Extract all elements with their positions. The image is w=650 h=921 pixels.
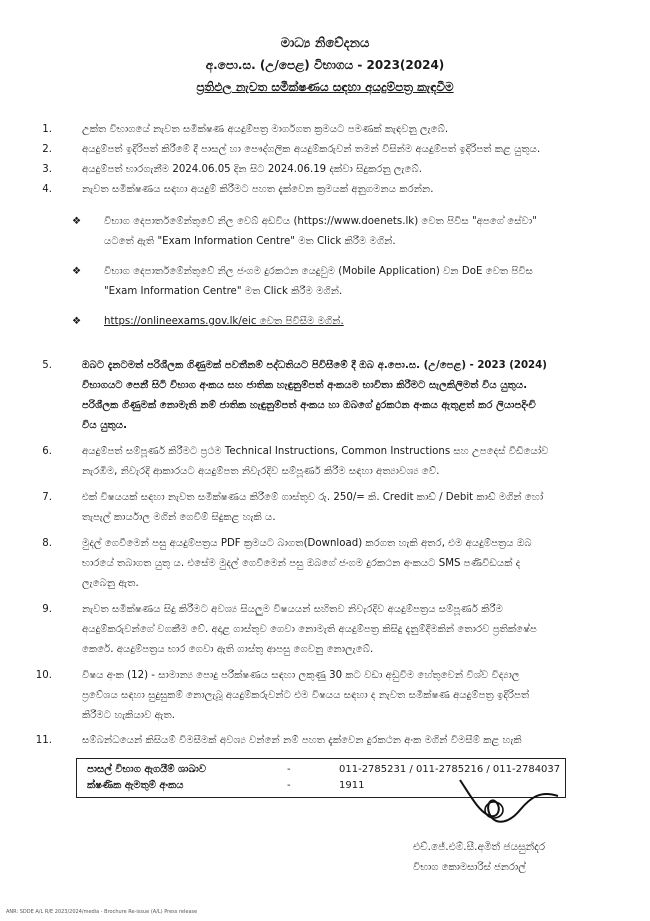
item-line: කිරීමට හැකියාව ඇත.: [82, 710, 176, 721]
item-line: තැපැල් කාර්යාල මගින් ගෙවීම් සිදුකළ හැකි ය.: [82, 512, 276, 523]
bullet-line: "Exam Information Centre" මත Click කිරීම මගින්.: [104, 286, 343, 297]
item-line: භාරයේ තබාගත යුතු ය. එසේම මුදල් ගෙවීමෙන් පසු ඔබගේ ජංගම දුරකථන අංකයට SMS පණිවිඩයක් ද: [82, 558, 521, 569]
bullet-line: විභාග දෙපාර්තමේන්තුවේ නිල ජංගම දුරකථන යෙදුවුම (Mobile Application) වන DoE වෙත පිවිස: [104, 266, 533, 277]
item-line: නැරඹීම, නිවැරදි ආකාරයට අයදුම්පත නිවැරදිව සම්පූර්ණ කිරීම සඳහා අත්‍යාවශ්‍ය වේ.: [82, 466, 440, 477]
hotline-number: 1911: [339, 780, 365, 791]
item-line: ලැබෙනු ඇත.: [82, 578, 139, 589]
footer-reference: ANR: SDDE A/L R/E 2023/2024/media - Brochure Re-issue (A/L) Press release: [6, 909, 198, 915]
bullet-line[interactable]: https://onlineexams.gov.lk/eic වෙත පිවිසීම මගින්.: [104, 316, 344, 327]
item-line: අයදුම්කරුවන්ගේ වගකීම වේ. අදාළ ගාස්තුව ගෙවා නොමැති අයදුම්පත්‍ර කිසිදු දැනුම්දීමකින් තොරව ප්‍රතික්ෂේප: [82, 624, 537, 635]
item-line: ප්‍රවේශය සඳහා සුදුසුකම් නොලැබූ අයදුම්කරුවන්ට එම විෂයය සඳහා ද නැවත සමීක්ෂණ අයදුම්පත්‍ර ඉදිරිපත්: [82, 690, 530, 701]
item-line: මුදල් ගෙවීමෙන් පසු අයදුම්පත්‍රය PDF ක්‍රමයට බාගත(Download) කරගත හැකි අතර, එම අයදුම්පත්‍රය ඔබ: [82, 538, 532, 549]
bullet-icon: ❖: [72, 216, 82, 227]
phone-number: 011-2785231 / 011-2785216 / 011-2784037: [339, 764, 561, 775]
document-title: මාධ්‍ය නිවේදනය: [280, 36, 370, 51]
item-line: විෂය අංක (12) - සාමාන්‍ය පොදු පරීක්ෂණය සඳහා ලකුණු 30 කට වඩා අඩුවීම හේතුවෙන් විශ්ව විද්‍යාල: [82, 670, 520, 681]
item-line: විභාගයට පෙනී සිටි විභාග අංකය සහ ජාතික හැඳුනුම්පත් අංකයම භාවිතා කිරීමට සැලකිලිමත් විය යුතුය.: [82, 380, 528, 391]
document-page: මාධ්‍ය නිවේදනය අ.පො.ස. (උ/පෙළ) විභාගය - 2023(2024) ප්‍රතිඵල නැවත සමීක්ෂණය සඳහා අයදුම්පත්‍ර කැඳවීම 1. උක්ත විභාගයේ නැවත සමීක්ෂණ අයදුම්පත්‍ර මාර්ගගත ක්‍රමයට පමණක් කැඳවනු ලැබේ. 2. අයදුම්පත් ඉදිරිපත් කිරීමේ දී පාසල් හා පෞද්ගලික අයදුම්කරුවන් තමන් විසින්ම අයදුම්පත් ඉදිරිපත් කළ යුතුය. 3. අයදුම්පත් භාරගැනීම 2024.06.05 දින සිට 2024.06.19 දක්වා සිදුකරනු ලැබේ. 4. නැවත සමීක්ෂණය සඳහා අයදුම් කිරීමට පහත දැක්වෙන ක්‍රමයක් අනුගමනය කරන්න. ❖ විභාග දෙපාර්තමේන්තුවේ නිල වෙබ් අඩවිය (https://www.doenets.lk) වෙත පිවිස "අපගේ සේවා" යටතේ ඇති "Exam Information Centre" මත Click කිරීම මගින්. ❖ විභාග දෙපාර්තමේන්තුවේ නිල ජංගම දුරකථන යෙදුවුම (Mobile Application) වන DoE වෙත පිවිස "Exam Information Centre" මත Click කිරීම මගින්. ❖ https://onlineexams.gov.lk/eic වෙත පිවිසීම මගින්. 5. ඔබට දැනටමත් පරිශීලක ගිණුමක් පවතීනම් පද්ධතියට පිවිසීමේ දී ඔබ අ.පො.ස. (උ/පෙළ) - 2023 (2024) විභාගයට පෙනී සිටි විභාග අංකය සහ ජාතික හැඳුනුම්පත් අංකයම භාවිතා කිරීමට සැලකිලිමත් විය යුතුය. පරිශීලක ගිණුමක් නොමැති නම් ජාතික හැඳුනුම්පත් අංකය හා ඔබගේ දුරකථන අංකය ඇතුළත් කර ලියාපදිංචි විය යුතුය. 6. අයදුම්පත් සම්පූර්ණ කිරීමට ප්‍රථම Technical Instructions, Common Instructions සහ උපදෙස් වීඩියෝව නැරඹීම, නිවැරදි ආකාරයට අයදුම්පත නිවැරදිව සම්පූර්ණ කිරීම සඳහා අත්‍යාවශ්‍ය වේ. 7. එක් විෂයයක් සඳහා නැවත සමීක්ෂණය කිරීමේ ගාස්තුව රු. 250/= කි. Credit කාඩ් / Debit කාඩ් මගින් හෝ තැපැල් කාර්යාල මගින් ගෙවීම් සිදුකළ හැකි ය. 8. මුදල් ගෙවීමෙන් පසු අයදුම්පත්‍රය PDF ක්‍රමයට බාගත(Download) කරගත හැකි අතර, එම අයදුම්පත්‍රය ඔබ භාරයේ තබාගත යුතු ය. එසේම මුදල් ගෙවීමෙන් පසු ඔබගේ ජංගම දුරකථන අංකයට SMS පණිවිඩයක් ද ලැබෙනු ඇත. 9. නැවත සමීක්ෂණය සිදු කිරීමට අවශ්‍ය සියලුම විෂයයන් සහිතව නිවැරදිව අයදුම්පත්‍රය සම්පූර්ණ කිරීම අයදුම්කරුවන්ගේ වගකීම වේ. අදාළ ගාස්තුව ගෙවා නොමැති අයදුම්පත්‍ර කිසිදු දැනුම්දීමකින් තොරව ප්‍රතික්ෂේප කෙරේ. අයදුම්පත්‍රය භාර ගෙවා ඇති ගාස්තු ආපසු ගෙවනු නොලැබේ. 10. විෂය අංක (12) - සාමාන්‍ය පොදු පරීක්ෂණය සඳහා ලකුණු 30 කට වඩා අඩුවීම හේතුවෙන් විශ්ව විද්‍යාල ප්‍රවේශය සඳහා සුදුසුකම් නොලැබූ අයදුම්කරුවන්ට එම විෂයය සඳහා ද නැවත සමීක්ෂණ අයදුම්පත්‍ර ඉදිරිපත් කිරීමට හැකියාව ඇත. 11. සම්බන්ධයෙන් කිසියම් විමසීමක් අවශ්‍ය වන්නේ නම් පහත දැක්වෙන දුරකථන අංක මගින් විමසීම් කළ හැකි පාසල් විභාග ඇගයීම් ශාඛාව - 011-2785231 / 011-2785216 / 011-2784037 ක්ෂණික ඇමතුම් අංකය - 1911 එච්.ජේ.එම්.සී.අමිත් ජයසුන්දර විභාග කොමසාරිස් ජනරාල් ANR: SDDE A/L R/E 2023/2024/media - Brochure Re-issue (A/L) Press release: [0, 0, 650, 921]
bullet-line: යටතේ ඇති "Exam Information Centre" මත Click කිරීම මගින්.: [104, 236, 396, 247]
signature-image: [440, 760, 580, 830]
item-line: නැවත සමීක්ෂණය සිදු කිරීමට අවශ්‍ය සියලුම විෂයයන් සහිතව නිවැරදිව අයදුම්පත්‍රය සම්පූර්ණ කිරීම: [82, 604, 503, 615]
item-line: විය යුතුය.: [82, 420, 127, 431]
bullet-icon: ❖: [72, 266, 82, 277]
item-line: අයදුම්පත් සම්පූර්ණ කිරීමට ප්‍රථම Technical Instructions, Common Instructions සහ උපදෙස් වීඩියෝව: [82, 446, 549, 457]
item-line: කෙරේ. අයදුම්පත්‍රය භාර ගෙවා ඇති ගාස්තු ආපසු ගෙවනු නොලැබේ.: [82, 644, 374, 655]
item-line: ඔබට දැනටමත් පරිශීලක ගිණුමක් පවතීනම් පද්ධතියට පිවිසීමේ දී ඔබ අ.පො.ස. (උ/පෙළ) - 2023 (2024): [82, 360, 547, 371]
item-line: එක් විෂයයක් සඳහා නැවත සමීක්ෂණය කිරීමේ ගාස්තුව රු. 250/= කි. Credit කාඩ් / Debit කාඩ් මගින් හෝ: [82, 492, 544, 503]
bullet-icon: ❖: [72, 316, 82, 327]
item-line: පරිශීලක ගිණුමක් නොමැති නම් ජාතික හැඳුනුම්පත් අංකය හා ඔබගේ දුරකථන අංකය ඇතුළත් කර ලියාපදිංචි: [82, 400, 536, 411]
exam-title: අ.පො.ස. (උ/පෙළ) විභාගය - 2023(2024): [205, 58, 445, 72]
bullet-line: විභාග දෙපාර්තමේන්තුවේ නිල වෙබ් අඩවිය (https://www.doenets.lk) වෙත පිවිස "අපගේ සේවා": [104, 216, 537, 227]
signatory-name: එච්.ජේ.එම්.සී.අමිත් ජයසුන්දර: [413, 841, 546, 853]
contact-row: ක්ෂණික ඇමතුම් අංකය - 1911: [77, 778, 565, 794]
notice-heading: ප්‍රතිඵල නැවත සමීක්ෂණය සඳහා අයදුම්පත්‍ර කැඳවීම: [196, 80, 454, 94]
contact-row: පාසල් විභාග ඇගයීම් ශාඛාව - 011-2785231 / 011-2785216 / 011-2784037: [77, 762, 565, 778]
signatory-title: විභාග කොමසාරිස් ජනරාල්: [413, 862, 526, 873]
